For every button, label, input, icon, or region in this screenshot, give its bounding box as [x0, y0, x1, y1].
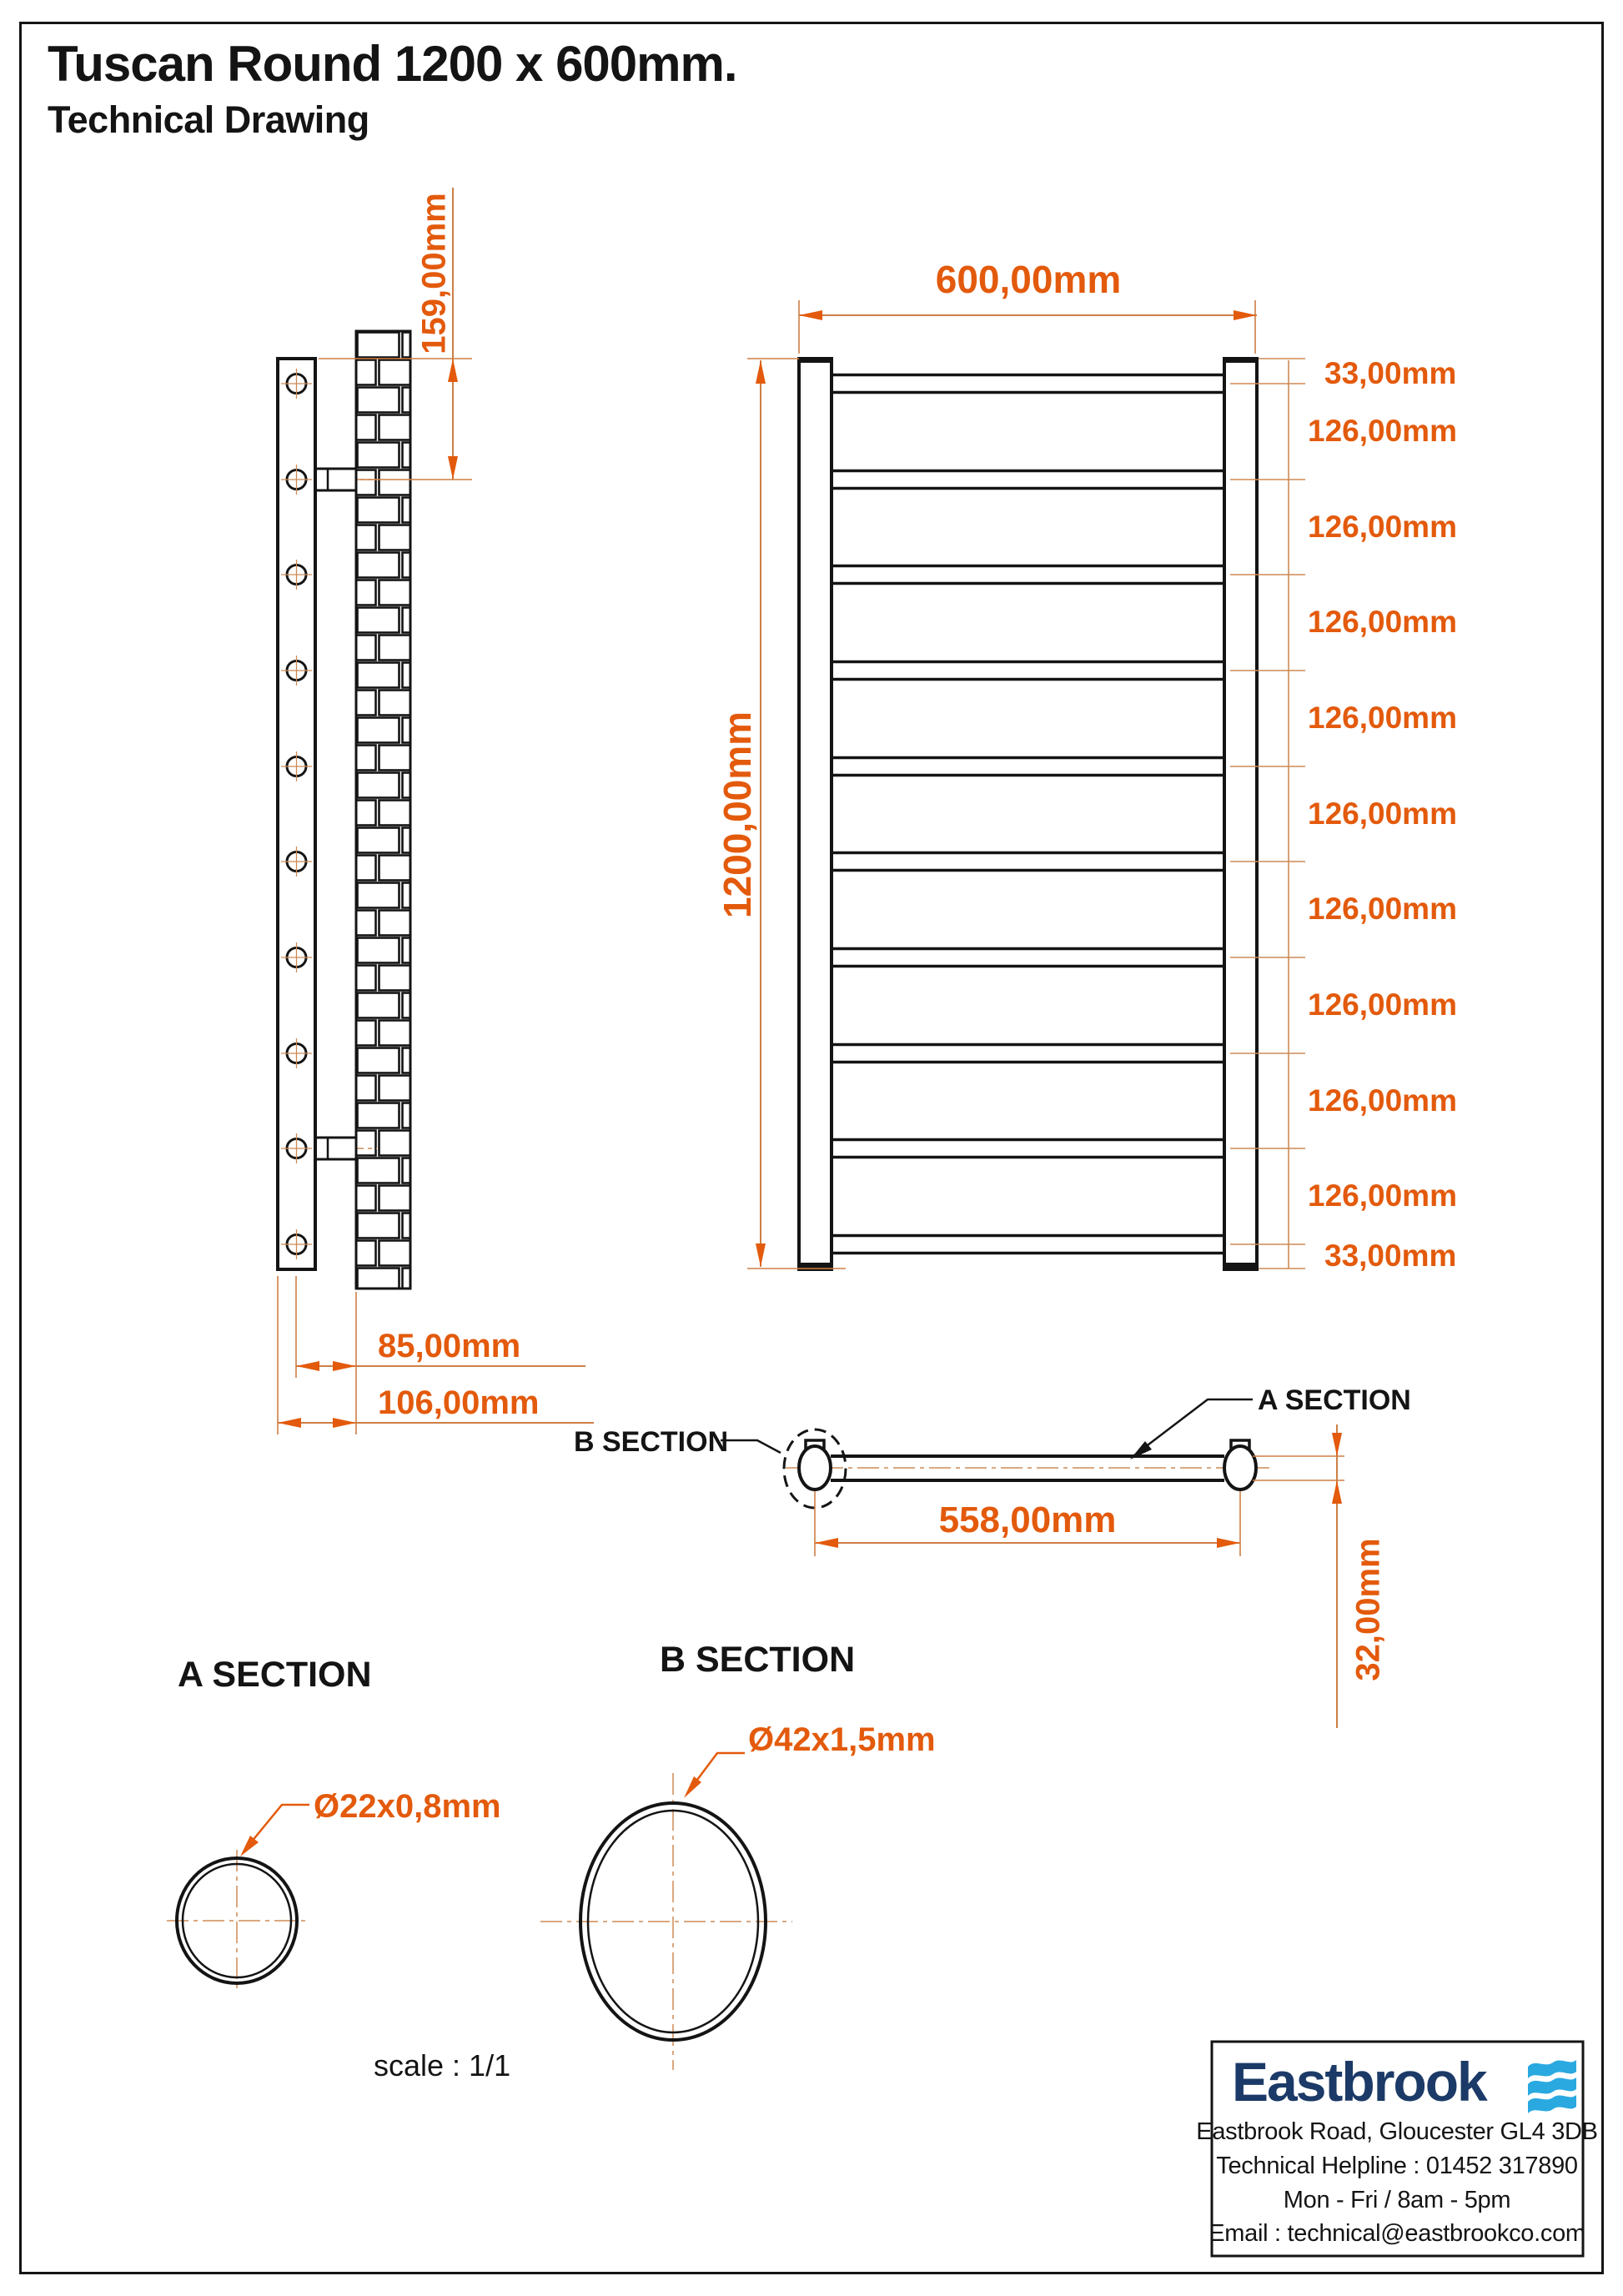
arrow-down-icon: [448, 456, 458, 480]
dim-label-126: 126,00mm: [1308, 1178, 1457, 1213]
dim-label-126: 126,00mm: [1308, 1083, 1457, 1118]
dim-label-126: 126,00mm: [1308, 510, 1457, 544]
side-view-drawing: [278, 188, 594, 1434]
arrow-right-icon: [333, 1361, 356, 1371]
a-section-callout: A SECTION: [1258, 1384, 1411, 1416]
dim-label-600: 600,00mm: [935, 258, 1122, 301]
arrow-up-icon: [448, 359, 458, 382]
footer-email: Email : technical@eastbrookco.com: [1208, 2220, 1585, 2247]
dim-label-33-top: 33,00mm: [1324, 356, 1457, 390]
dim-32: [1253, 1424, 1344, 1728]
arrow-down-icon: [1332, 1433, 1342, 1456]
leader-arrow-icon: [240, 1836, 259, 1856]
dim-600: [799, 300, 1257, 354]
dim-label-558: 558,00mm: [938, 1500, 1117, 1540]
scale-note: scale : 1/1: [374, 2048, 511, 2082]
dim-label-126: 126,00mm: [1308, 987, 1457, 1022]
b-tube-spec-label: Ø42x1,5mm: [748, 1721, 936, 1758]
b-section-heading: B SECTION: [660, 1640, 856, 1680]
dim-label-1200: 1200,00mm: [716, 711, 759, 919]
dim-label-126: 126,00mm: [1308, 796, 1457, 831]
b-section-leader: [721, 1440, 781, 1453]
page-title: Tuscan Round 1200 x 600mm.: [48, 36, 737, 92]
rungs: [832, 375, 1224, 1254]
b-section-detail: [540, 1753, 792, 2070]
arrow-right-icon: [1234, 310, 1257, 320]
front-view-drawing: [747, 300, 1305, 1269]
dim-label-159: 159,00mm: [415, 193, 453, 354]
dim-label-126: 126,00mm: [1308, 414, 1457, 448]
b-section-callout: B SECTION: [574, 1426, 729, 1458]
arrow-right-icon: [1217, 1538, 1240, 1548]
dim-label-33-bottom: 33,00mm: [1324, 1238, 1457, 1273]
arrow-right-icon: [333, 1418, 356, 1428]
wall-bracket-bottom: [315, 1138, 356, 1159]
arrow-left-icon: [296, 1361, 319, 1371]
footer-helpline: Technical Helpline : 01452 317890: [1216, 2153, 1578, 2179]
right-post: [1223, 357, 1259, 1269]
eastbrook-waves-icon: [1528, 2060, 1576, 2113]
arrow-up-icon: [1332, 1480, 1342, 1504]
brick-wall: [356, 331, 410, 1289]
dim-label-85: 85,00mm: [378, 1328, 521, 1364]
arrow-left-icon: [815, 1538, 838, 1548]
dim-label-32: 32,00mm: [1349, 1538, 1387, 1681]
dim-label-106: 106,00mm: [378, 1384, 540, 1421]
arrow-left-icon: [278, 1418, 301, 1428]
dim-label-126: 126,00mm: [1308, 605, 1457, 639]
a-section-heading: A SECTION: [178, 1655, 372, 1695]
dim-label-126: 126,00mm: [1308, 892, 1457, 926]
leader-arrow-icon: [684, 1776, 701, 1798]
arrow-up-icon: [756, 360, 766, 384]
dim-label-126: 126,00mm: [1308, 701, 1457, 735]
left-post-section: [799, 1446, 831, 1490]
side-bar: [278, 359, 315, 1269]
a-section-detail: [167, 1805, 309, 1993]
wall-bracket-top: [315, 469, 356, 490]
arrow-left-icon: [799, 310, 822, 320]
arrow-down-icon: [756, 1243, 766, 1267]
footer-address: Eastbrook Road, Gloucester GL4 3DB: [1196, 2118, 1598, 2145]
left-post: [797, 357, 833, 1269]
footer-hours: Mon - Fri / 8am - 5pm: [1283, 2187, 1511, 2213]
a-tube-spec-label: Ø22x0,8mm: [314, 1788, 501, 1825]
brand-logo-text: Eastbrook: [1232, 2051, 1486, 2113]
right-post-section: [1224, 1446, 1256, 1490]
page-subtitle: Technical Drawing: [48, 98, 369, 141]
